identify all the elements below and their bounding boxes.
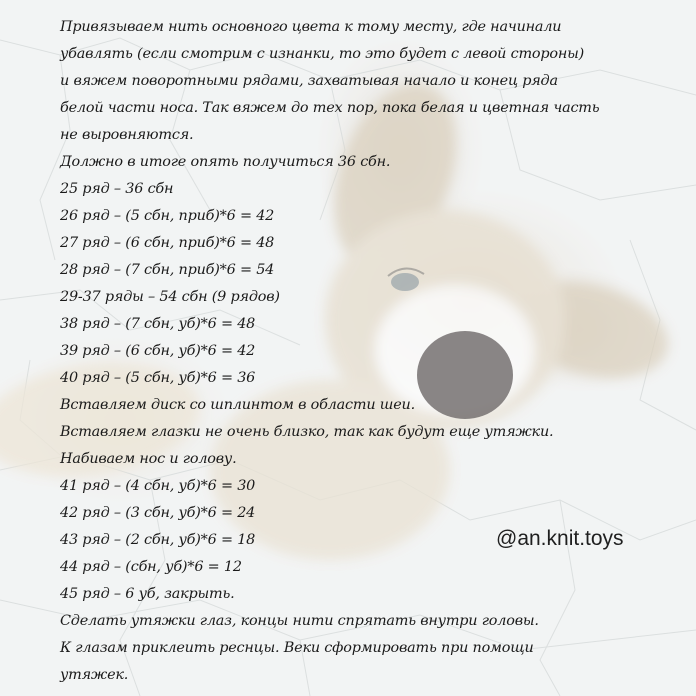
instruction-line: утяжек. [60,667,129,683]
row-instruction: 44 ряд – (сбн, уб)*6 = 12 [60,559,242,575]
row-instruction: 40 ряд – (5 сбн, уб)*6 = 36 [60,370,256,386]
instruction-line: Вставляем диск со шплинтом в области шеи. [60,397,415,413]
row-instruction: 29-37 ряды – 54 сбн (9 рядов) [60,289,280,305]
row-instruction: 25 ряд – 36 сбн [60,181,174,197]
row-instruction: 27 ряд – (6 сбн, приб)*6 = 48 [60,235,275,251]
row-instruction: 41 ряд – (4 сбн, уб)*6 = 30 [60,478,256,494]
instruction-line: не выровняются. [60,127,194,143]
row-instruction: 26 ряд – (5 сбн, приб)*6 = 42 [60,208,275,224]
pattern-instructions [60,14,660,689]
stitch-count-note: Должно в итоге опять получиться 36 сбн. [60,154,391,170]
instruction-line: Вставляем глазки не очень близко, так как будут еще утяжки. [60,424,554,440]
instruction-line: Набиваем нос и голову. [60,451,237,467]
author-watermark: @an.knit.toys [496,527,624,550]
instruction-line: Сделать утяжки глаз, концы нити спрятать внутри головы. [60,613,539,629]
instruction-line: белой части носа. Так вяжем до тех пор, пока белая и цветная часть [60,100,600,116]
instruction-line: убавлять (если смотрим с изнанки, то это будет с левой стороны) [60,46,585,62]
row-instruction: 28 ряд – (7 сбн, приб)*6 = 54 [60,262,275,278]
row-instruction: 42 ряд – (3 сбн, уб)*6 = 24 [60,505,256,521]
row-instruction: 39 ряд – (6 сбн, уб)*6 = 42 [60,343,256,359]
row-instruction: 38 ряд – (7 сбн, уб)*6 = 48 [60,316,256,332]
instruction-line: и вяжем поворотными рядами, захватывая начало и конец ряда [60,73,558,89]
instruction-line: К глазам приклеить реснцы. Веки сформировать при помощи [60,640,534,656]
row-instruction: 43 ряд – (2 сбн, уб)*6 = 18 [60,532,256,548]
instruction-line: Привязываем нить основного цвета к тому месту, где начинали [60,19,562,35]
row-instruction: 45 ряд – 6 уб, закрыть. [60,586,235,602]
